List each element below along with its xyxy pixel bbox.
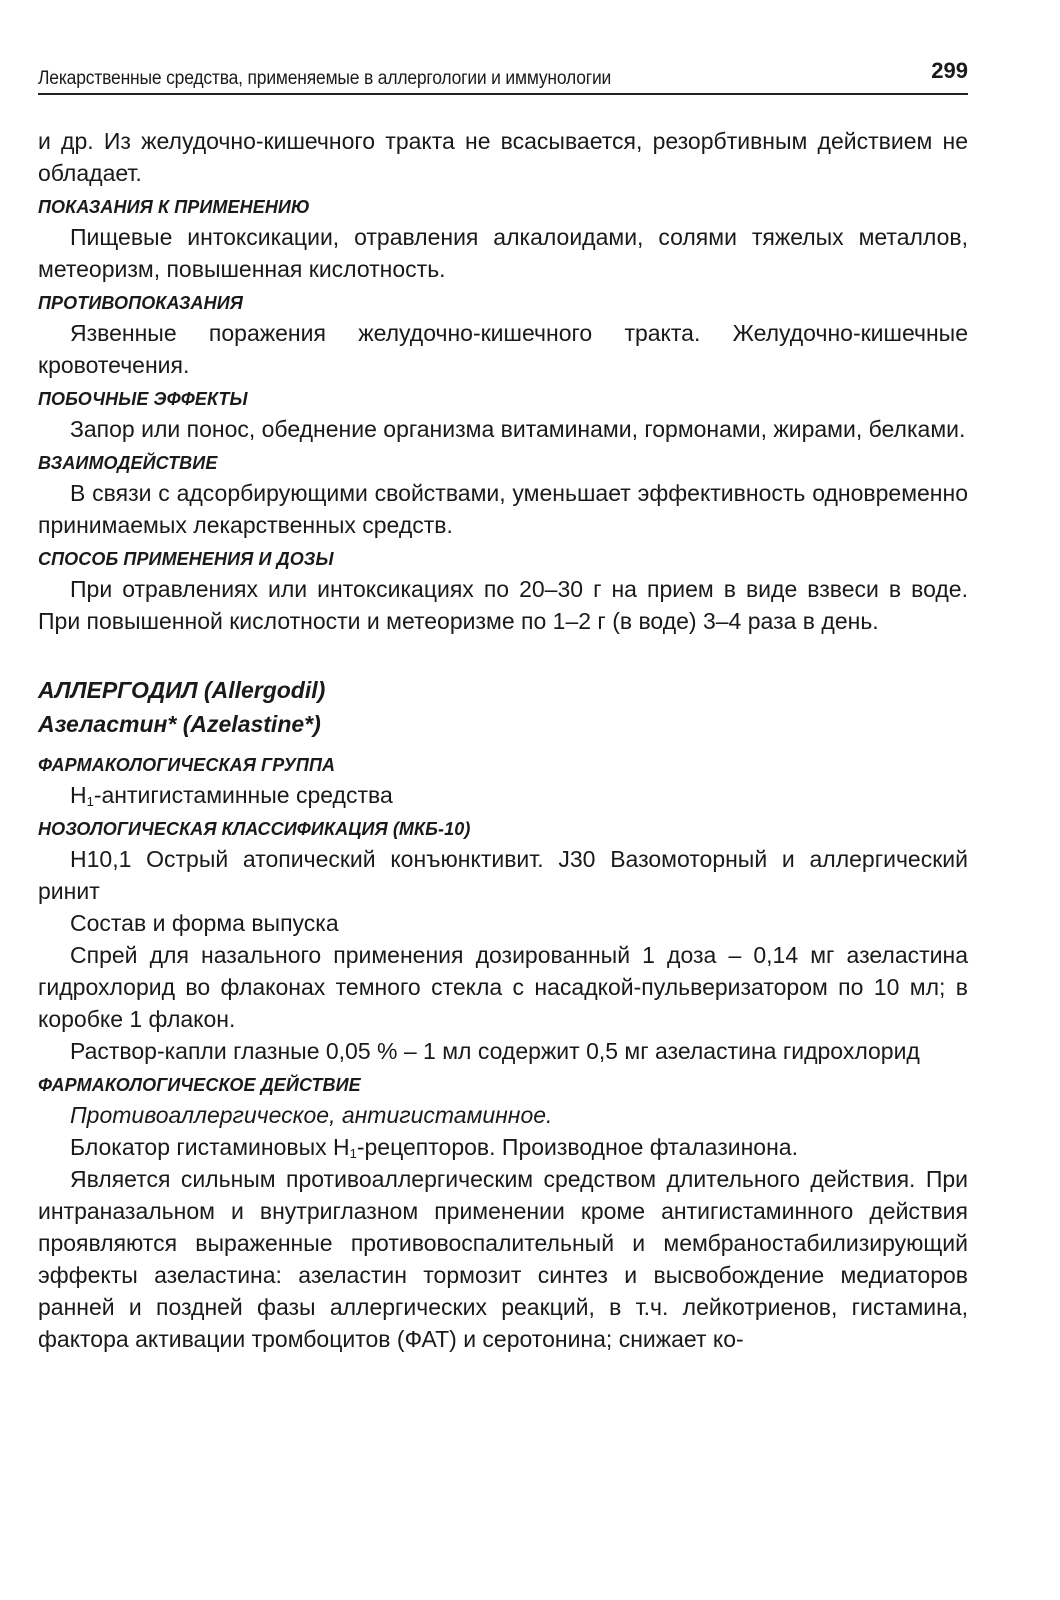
section-heading-pharm-group: ФАРМАКОЛОГИЧЕСКАЯ ГРУППА [38,755,336,775]
composition-spray: Спрей для назального применения дозированный 1 доза – 0,14 мг азеластина гидрохлорид во флаконах темного стекла с насадкой-пульверизатором по 10 мл; в коробке 1 флакон. [38,942,968,1032]
continuation-paragraph: и др. Из желудочно-кишечного тракта не всасывается, резорбтивным действием не обладает. [38,128,968,186]
section-text-contraindications: Язвенные поражения желудочно-кишечного тракта. Желудочно-кишечные кровотечения. [38,320,968,378]
running-header [38,58,968,95]
section-text-pharm-group: $H_1$-антигистаминные средства [70,782,393,809]
section-heading-contraindications: ПРОТИВОПОКАЗАНИЯ [38,293,244,313]
pharm-action-text: Является сильным противоаллергическим средством длительного действия. При интраназальном и внутриглазном применении кроме антигистаминного действия проявляются выраженные противовоспалительный и мембраностабилизирующий эффекты азеластина: азеластин тормозит синтез и высвобождение медиаторов ранней и поздней фазы аллергических реакций, в т.ч. лейкотриенов, гистамина, фактора активации тромбоцитов (ФАТ) и серотонина; снижает ко- [38,1166,968,1352]
section-heading-side-effects: ПОБОЧНЫЕ ЭФФЕКТЫ [38,389,248,409]
drug-title-brand: АЛЛЕРГОДИЛ (Allergodil) [38,677,326,703]
section-heading-dosage: СПОСОБ ПРИМЕНЕНИЯ И ДОЗЫ [38,549,334,569]
page-number: 299 [931,58,968,83]
composition-drops: Раствор-капли глазные 0,05 % – 1 мл содержит 0,5 мг азеластина гидрохлорид [70,1038,920,1064]
pharm-action-blocker: Блокатор гистаминовых $H_1$-рецепторов. Производное фталазинона. [70,1134,798,1161]
pharm-action-summary: Противоаллергическое, антигистаминное. [70,1102,553,1128]
section-heading-interaction: ВЗАИМОДЕЙСТВИЕ [38,453,218,473]
section-text-nosology: H10,1 Острый атопический конъюнктивит. J30 Вазомоторный и аллергический ринит [38,846,968,904]
running-title: Лекарственные средства, применяемые в аллергологии и иммунологии [38,68,612,89]
section-text-indications: Пищевые интоксикации, отравления алкалоидами, солями тяжелых металлов, метеоризм, повышенная кислотность. [38,224,968,282]
section-heading-indications: ПОКАЗАНИЯ К ПРИМЕНЕНИЮ [38,197,310,217]
section-heading-nosology: НОЗОЛОГИЧЕСКАЯ КЛАССИФИКАЦИЯ (МКБ-10) [38,819,471,839]
section-text-side-effects: Запор или понос, обеднение организма витаминами, гормонами, жирами, белками. [70,416,966,442]
drug-title-inn: Азеластин* (Azelastine*) [38,711,321,737]
section-text-dosage: При отравлениях или интоксикациях по 20–30 г на прием в виде взвеси в воде. При повышенной кислотности и метеоризме по 1–2 г (в воде) 3–4 раза в день. [38,576,968,634]
composition-label: Состав и форма выпуска [70,910,339,936]
section-heading-pharm-action: ФАРМАКОЛОГИЧЕСКОЕ ДЕЙСТВИЕ [38,1075,361,1095]
section-text-interaction: В связи с адсорбирующими свойствами, уменьшает эффективность одновременно принимаемых лекарственных средств. [38,480,968,538]
book-page [38,58,968,1355]
